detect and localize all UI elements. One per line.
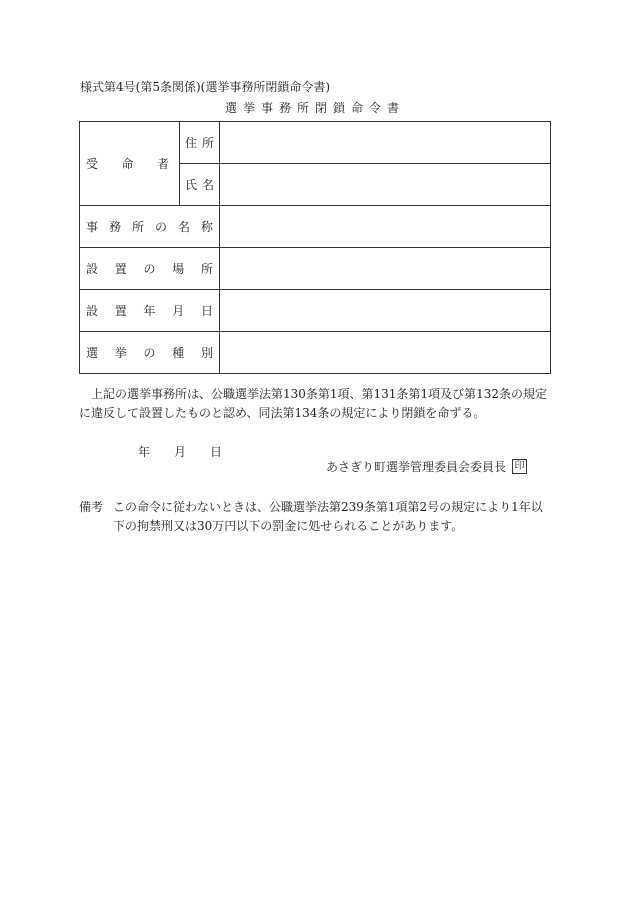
form-number-label: 様式第4号(第5条関係)(選挙事務所閉鎖命令書) — [80, 80, 330, 94]
label-char: 年 — [143, 304, 156, 318]
form-table — [79, 121, 551, 374]
location-value-cell — [220, 248, 551, 290]
office-name-label-cell — [80, 206, 220, 248]
location-label-cell — [80, 248, 220, 290]
order-body-text: 上記の選挙事務所は、公職選挙法第130条第1項、第131条第1項及び第132条の規定に違反して設置したものと認め、同法第134条の規定により閉鎖を命ずる。 — [79, 387, 547, 420]
label-char: 設 — [86, 304, 99, 318]
recipient-label-cell — [80, 122, 180, 206]
label-char: 置 — [114, 304, 127, 318]
label-char: の — [143, 262, 156, 276]
date-line — [138, 443, 246, 460]
label-char: 種 — [172, 346, 185, 360]
address-char: 住 — [185, 136, 198, 150]
label-char: 設 — [86, 262, 99, 276]
recipient-char: 受 — [86, 157, 99, 171]
address-value-cell — [220, 122, 551, 164]
name-char: 名 — [201, 178, 214, 192]
election-type-label-cell — [80, 332, 220, 374]
label-char: 事 — [86, 220, 99, 234]
label-char: 挙 — [114, 346, 127, 360]
name-value-cell — [220, 164, 551, 206]
date-day: 日 — [210, 445, 223, 459]
note-text: この命令に従わないときは、公職選挙法第239条第1項第2号の規定により1年以下の拘禁刑又は30万円以下の罰金に処せられることがあります。 — [113, 500, 543, 533]
recipient-char: 命 — [121, 157, 134, 171]
label-char: の — [143, 346, 156, 360]
label-char: 所 — [131, 220, 144, 234]
date-month: 月 — [174, 445, 187, 459]
label-char: 置 — [114, 262, 127, 276]
document-title: 選挙事務所閉鎖命令書 — [224, 101, 405, 115]
name-char: 氏 — [185, 178, 198, 192]
label-char: の — [154, 220, 167, 234]
date-year: 年 — [138, 445, 151, 459]
name-label-cell — [180, 164, 220, 206]
election-type-value-cell — [220, 332, 551, 374]
label-char: 別 — [200, 346, 213, 360]
issuer-title: あさぎり町選挙管理委員会委員長 — [326, 460, 507, 474]
label-char: 所 — [200, 262, 213, 276]
seal-mark: 印 — [512, 459, 527, 474]
recipient-char: 者 — [156, 157, 169, 171]
address-label-cell — [180, 122, 220, 164]
label-char: 務 — [108, 220, 121, 234]
established-date-label-cell — [80, 290, 220, 332]
label-char: 名 — [177, 220, 190, 234]
label-char: 称 — [200, 220, 213, 234]
office-name-value-cell — [220, 206, 551, 248]
note-label: 備考 — [79, 500, 104, 514]
label-char: 場 — [172, 262, 185, 276]
issuer-line — [326, 458, 527, 475]
address-char: 所 — [201, 136, 214, 150]
label-char: 選 — [86, 346, 99, 360]
label-char: 日 — [200, 304, 213, 318]
label-char: 月 — [172, 304, 185, 318]
established-date-value-cell — [220, 290, 551, 332]
